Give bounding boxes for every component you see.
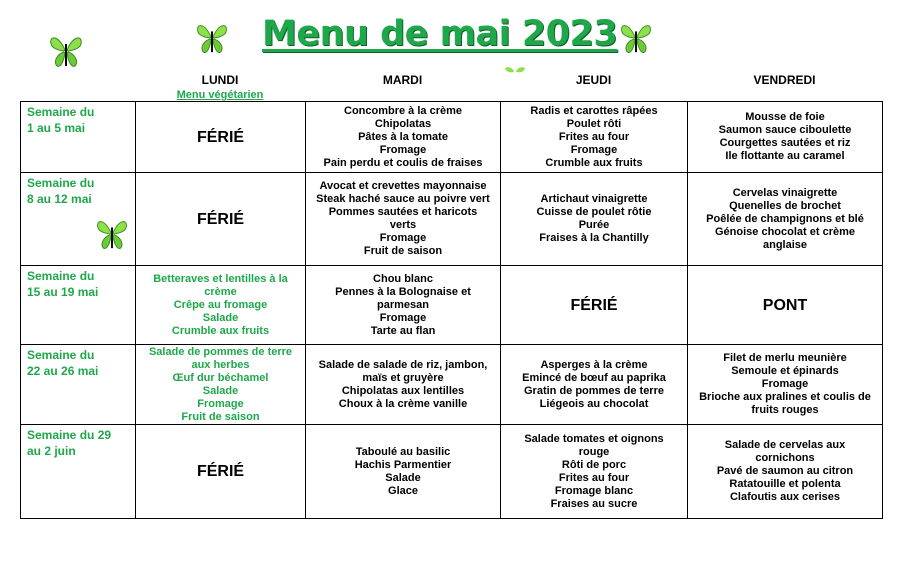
menu-cell-monday xyxy=(136,173,306,266)
closed-day-label: PONT xyxy=(762,296,808,314)
menu-cell-tuesday xyxy=(306,173,501,266)
week-label xyxy=(21,425,136,519)
menu-item: Œuf dur béchamel xyxy=(172,371,269,384)
menu-item: Purée xyxy=(578,219,610,231)
menu-cell-friday xyxy=(688,425,883,519)
menu-item: Steak haché sauce au poivre vert xyxy=(316,193,490,205)
menu-item: rouge xyxy=(578,445,610,458)
menu-item: Fromage xyxy=(379,311,427,324)
menu-item: Frites au four xyxy=(558,471,630,484)
week-row xyxy=(21,266,883,345)
menu-item: Mousse de foie xyxy=(745,111,825,123)
menu-item: Fraises au sucre xyxy=(550,497,638,510)
menu-cell-thursday xyxy=(501,266,688,345)
menu-item: Fraises à la Chantilly xyxy=(539,232,649,244)
butterfly-icon xyxy=(193,20,231,56)
closed-day-label: FÉRIÉ xyxy=(196,128,245,146)
menu-item: Frites au four xyxy=(558,130,630,143)
closed-day-label: FÉRIÉ xyxy=(196,210,245,228)
page-title: Menu de mai 2023 xyxy=(262,14,618,54)
menu-cell-tuesday xyxy=(306,425,501,519)
week-label xyxy=(21,345,136,425)
header-thursday: JEUDI xyxy=(575,73,612,87)
menu-item: Avocat et crevettes mayonnaise xyxy=(319,180,487,192)
menu-item: crème xyxy=(204,285,237,298)
menu-cell-tuesday xyxy=(306,102,501,173)
menu-item: Gratin de pommes de terre xyxy=(524,384,664,397)
menu-cell-friday xyxy=(688,266,883,345)
menu-cell-monday xyxy=(136,345,306,425)
menu-item: Courgettes sautées et riz xyxy=(719,137,851,149)
menu-item: Chipolatas aux lentilles xyxy=(341,384,465,397)
butterfly-icon xyxy=(95,215,129,253)
week-label-line: Semaine du xyxy=(27,269,95,283)
menu-item: Saumon sauce ciboulette xyxy=(718,124,852,136)
menu-item: Crêpe au fromage xyxy=(173,298,268,311)
butterfly-icon xyxy=(48,32,84,70)
week-row xyxy=(21,102,883,173)
menu-cell-friday xyxy=(688,102,883,173)
menu-item: Fromage xyxy=(379,143,427,156)
menu-item: Rôti de porc xyxy=(561,458,627,471)
menu-item: Quenelles de brochet xyxy=(729,199,841,212)
menu-item: Salade de cervelas aux xyxy=(724,439,846,451)
menu-item: Poêlée de champignons et blé xyxy=(706,212,864,225)
menu-item: Choux à la crème vanille xyxy=(338,397,468,410)
menu-item: Fruit de saison xyxy=(363,245,443,257)
menu-item: Salade xyxy=(385,471,421,484)
menu-item: Salade xyxy=(202,384,239,397)
menu-item: Emincé de bœuf au paprika xyxy=(522,371,666,384)
menu-item: Ratatouille et polenta xyxy=(729,478,841,490)
menu-item: Ile flottante au caramel xyxy=(725,150,845,162)
week-label-line: 15 au 19 mai xyxy=(27,285,99,299)
menu-item: Salade tomates et oignons xyxy=(524,432,664,445)
header-monday-subtitle: Menu végétarien xyxy=(176,89,264,101)
menu-cell-monday xyxy=(136,102,306,173)
menu-item: Cuisse de poulet rôtie xyxy=(536,206,652,218)
menu-item: Taboulé au basilic xyxy=(355,445,451,458)
menu-item: Salade de pommes de terre xyxy=(148,345,293,358)
menu-item: Pommes sautées et haricots xyxy=(328,206,478,218)
menu-item: Fruit de saison xyxy=(181,410,260,423)
menu-table xyxy=(20,101,883,519)
menu-item: Pavé de saumon au citron xyxy=(716,465,854,477)
menu-item: Concombre à la crème xyxy=(344,104,462,117)
menu-cell-thursday xyxy=(501,345,688,425)
week-label xyxy=(21,102,136,173)
menu-item: Artichaut vinaigrette xyxy=(540,193,648,205)
week-label xyxy=(21,173,136,266)
header-tuesday: MARDI xyxy=(382,73,423,87)
menu-item: Pennes à la Bolognaise et xyxy=(335,285,471,298)
menu-item: Fromage xyxy=(761,378,809,390)
menu-item: Crumble aux fruits xyxy=(171,324,270,337)
week-label-line: 22 au 26 mai xyxy=(27,364,99,378)
header-friday: VENDREDI xyxy=(753,73,816,87)
closed-day-label: FÉRIÉ xyxy=(196,463,245,480)
closed-day-label: FÉRIÉ xyxy=(570,296,618,314)
menu-cell-tuesday xyxy=(306,266,501,345)
menu-item: anglaise xyxy=(762,238,808,251)
week-row xyxy=(21,173,883,266)
week-label-line: 1 au 5 mai xyxy=(27,121,86,135)
menu-cell-tuesday xyxy=(306,345,501,425)
menu-item: maïs et gruyère xyxy=(362,371,444,384)
week-label-line: Semaine du xyxy=(27,105,95,119)
menu-item: Pain perdu et coulis de fraises xyxy=(323,156,483,169)
menu-item: Fromage blanc xyxy=(554,484,634,497)
menu-item: Salade de salade de riz, jambon, xyxy=(318,358,488,371)
menu-item: Clafoutis aux cerises xyxy=(729,491,841,503)
menu-item: fruits rouges xyxy=(751,404,819,416)
menu-item: aux herbes xyxy=(191,358,250,371)
menu-item: Génoise chocolat et crème xyxy=(715,225,855,238)
menu-item: Betteraves et lentilles à la xyxy=(153,272,288,285)
week-label xyxy=(21,266,136,345)
menu-cell-thursday xyxy=(501,102,688,173)
menu-item: parmesan xyxy=(377,298,429,311)
menu-item: Filet de merlu meunière xyxy=(723,352,847,364)
menu-item: Radis et carottes râpées xyxy=(530,104,658,117)
menu-item: Semoule et épinards xyxy=(731,365,839,377)
menu-item: Cervelas vinaigrette xyxy=(732,186,838,199)
menu-item: Chipolatas xyxy=(374,117,432,130)
menu-cell-thursday xyxy=(501,425,688,519)
week-label-line: Semaine du xyxy=(27,348,95,362)
week-label-line: Semaine du 29 xyxy=(27,428,112,442)
menu-item: Brioche aux pralines et coulis de xyxy=(699,391,871,403)
menu-item: Chou blanc xyxy=(373,272,433,285)
menu-item: Hachis Parmentier xyxy=(354,458,452,471)
menu-item: Tarte au flan xyxy=(370,324,436,337)
week-label-line: Semaine du xyxy=(27,176,95,190)
menu-item: Fromage xyxy=(197,397,244,410)
menu-cell-monday xyxy=(136,266,306,345)
week-label-line: au 2 juin xyxy=(27,444,76,458)
menu-item: Liégeois au chocolat xyxy=(539,397,649,410)
week-row xyxy=(21,345,883,425)
menu-item: Poulet rôti xyxy=(566,117,622,130)
week-row xyxy=(21,425,883,519)
week-label-line: 8 au 12 mai xyxy=(27,192,92,206)
menu-item: Fromage xyxy=(379,232,427,244)
menu-cell-friday xyxy=(688,173,883,266)
menu-cell-friday xyxy=(688,345,883,425)
menu-item: Crumble aux fruits xyxy=(545,156,643,169)
butterfly-icon xyxy=(618,20,654,56)
header-monday: LUNDI xyxy=(201,73,239,87)
menu-item: Asperges à la crème xyxy=(540,358,648,371)
menu-item: Pâtes à la tomate xyxy=(358,130,448,143)
menu-item: Salade xyxy=(202,311,239,324)
menu-cell-monday xyxy=(136,425,306,519)
menu-item: Glace xyxy=(388,484,418,497)
menu-item: cornichons xyxy=(755,452,815,464)
menu-item: verts xyxy=(389,219,417,231)
menu-item: Fromage xyxy=(570,143,618,156)
menu-cell-thursday xyxy=(501,173,688,266)
